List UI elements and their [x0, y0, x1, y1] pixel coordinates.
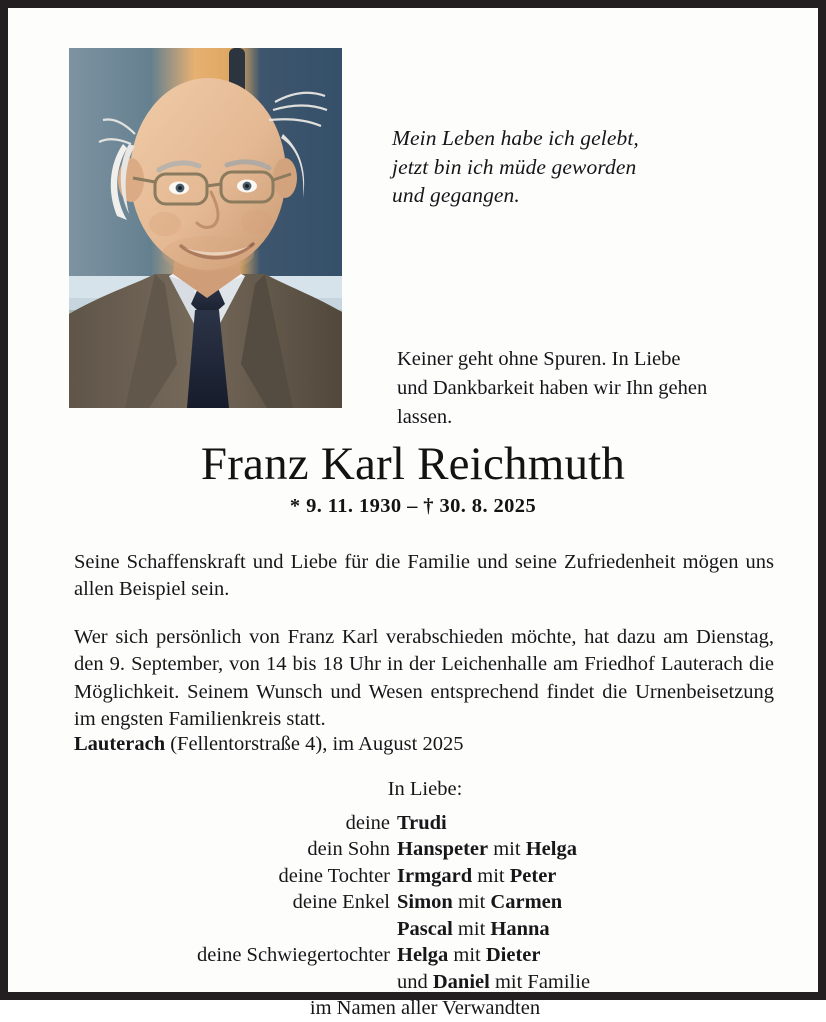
notice-sheet — [8, 8, 818, 1020]
family-mit-label: mit — [457, 891, 486, 914]
family-row — [8, 863, 818, 890]
quote-upper — [392, 124, 782, 210]
family-names — [397, 836, 577, 863]
life-dates: * 9. 11. 1930 – † 30. 8. 2025 — [289, 495, 537, 518]
family-partner: Dieter — [485, 944, 541, 967]
family-block — [8, 776, 818, 1022]
portrait-photo — [69, 48, 342, 408]
family-name: Pascal — [397, 917, 453, 940]
deceased-name: Franz Karl Reichmuth — [200, 438, 626, 490]
quote-upper-line-2: jetzt bin ich müde geworden — [392, 154, 637, 179]
name-block — [8, 440, 818, 518]
family-name: Helga — [397, 944, 449, 967]
family-name: Trudi — [397, 811, 447, 834]
quote-upper-line-3: und gegangen. — [392, 183, 520, 208]
family-names — [397, 863, 556, 890]
body-copy — [74, 549, 774, 734]
family-row — [8, 810, 818, 837]
place-and-date-line — [74, 731, 463, 758]
family-names — [397, 889, 562, 916]
family-relation: deine — [345, 811, 390, 834]
place-rest: (Fellentorstraße 4), im August 2025 — [165, 733, 464, 755]
family-heading: In Liebe: — [387, 778, 463, 800]
family-row — [8, 942, 818, 969]
family-name: Daniel — [432, 970, 490, 993]
family-partner: Helga — [525, 838, 577, 861]
family-row-and — [8, 969, 818, 996]
place-town: Lauterach — [74, 733, 166, 755]
paragraph-legacy: Seine Schaffenskraft und Liebe für die Familie und seine Zufriedenheit mögen uns allen Beispiel sein. — [74, 551, 774, 601]
family-names — [397, 916, 550, 943]
family-name: Simon — [397, 891, 453, 914]
family-relation: dein Sohn — [307, 838, 390, 861]
paragraph-farewell — [74, 624, 774, 734]
family-partner: Peter — [509, 864, 557, 887]
family-relation: deine Enkel — [292, 891, 390, 914]
family-partner: Hanna — [490, 917, 550, 940]
family-relation-spacer — [8, 969, 397, 996]
top-area — [8, 8, 818, 429]
family-names — [397, 810, 447, 837]
family-mit-label: mit — [493, 838, 521, 861]
paragraph-farewell-main: Wer sich persönlich von Franz Karl verabschieden möchte, hat dazu am Dienstag, den 9. September, von 14 bis 18 Uhr in der Leichenhalle am Friedhof Lauterach die Möglichkeit. Seinem Wunsch und Wesen entsprechend — [74, 625, 774, 703]
family-and-prefix: und — [397, 970, 433, 993]
family-mit-label: mit — [457, 917, 486, 940]
family-relation: deine Schwiegertochter — [197, 944, 390, 967]
family-row — [8, 916, 818, 943]
family-relation: deine Tochter — [278, 864, 390, 887]
family-and-suffix: mit Familie — [489, 970, 591, 993]
family-partner: Carmen — [490, 891, 563, 914]
family-mit-label: mit — [453, 944, 481, 967]
family-closing: im Namen aller Verwandten — [309, 997, 541, 1020]
paragraph-farewell-tail: findet die Urnenbeisetzung im engsten Familienkreis statt. — [74, 680, 775, 731]
quote-upper-line-1: Mein Leben habe ich gelebt, — [392, 126, 639, 150]
family-names — [397, 942, 540, 969]
quote-lower-line-3: lassen. — [397, 406, 453, 429]
family-row — [8, 889, 818, 916]
quote-lower-line-1: Keiner geht ohne Spuren. In Liebe — [397, 348, 681, 370]
family-mit-label: mit — [477, 864, 505, 887]
quote-lower-line-2: und Dankbarkeit haben wir Ihn gehen — [397, 377, 708, 400]
family-row — [8, 836, 818, 863]
family-names — [397, 969, 590, 996]
portrait-illustration — [69, 48, 342, 408]
family-name: Hanspeter — [397, 838, 489, 861]
family-name: Irmgard — [397, 864, 473, 887]
quote-lower — [397, 345, 775, 432]
family-relation — [8, 916, 397, 943]
